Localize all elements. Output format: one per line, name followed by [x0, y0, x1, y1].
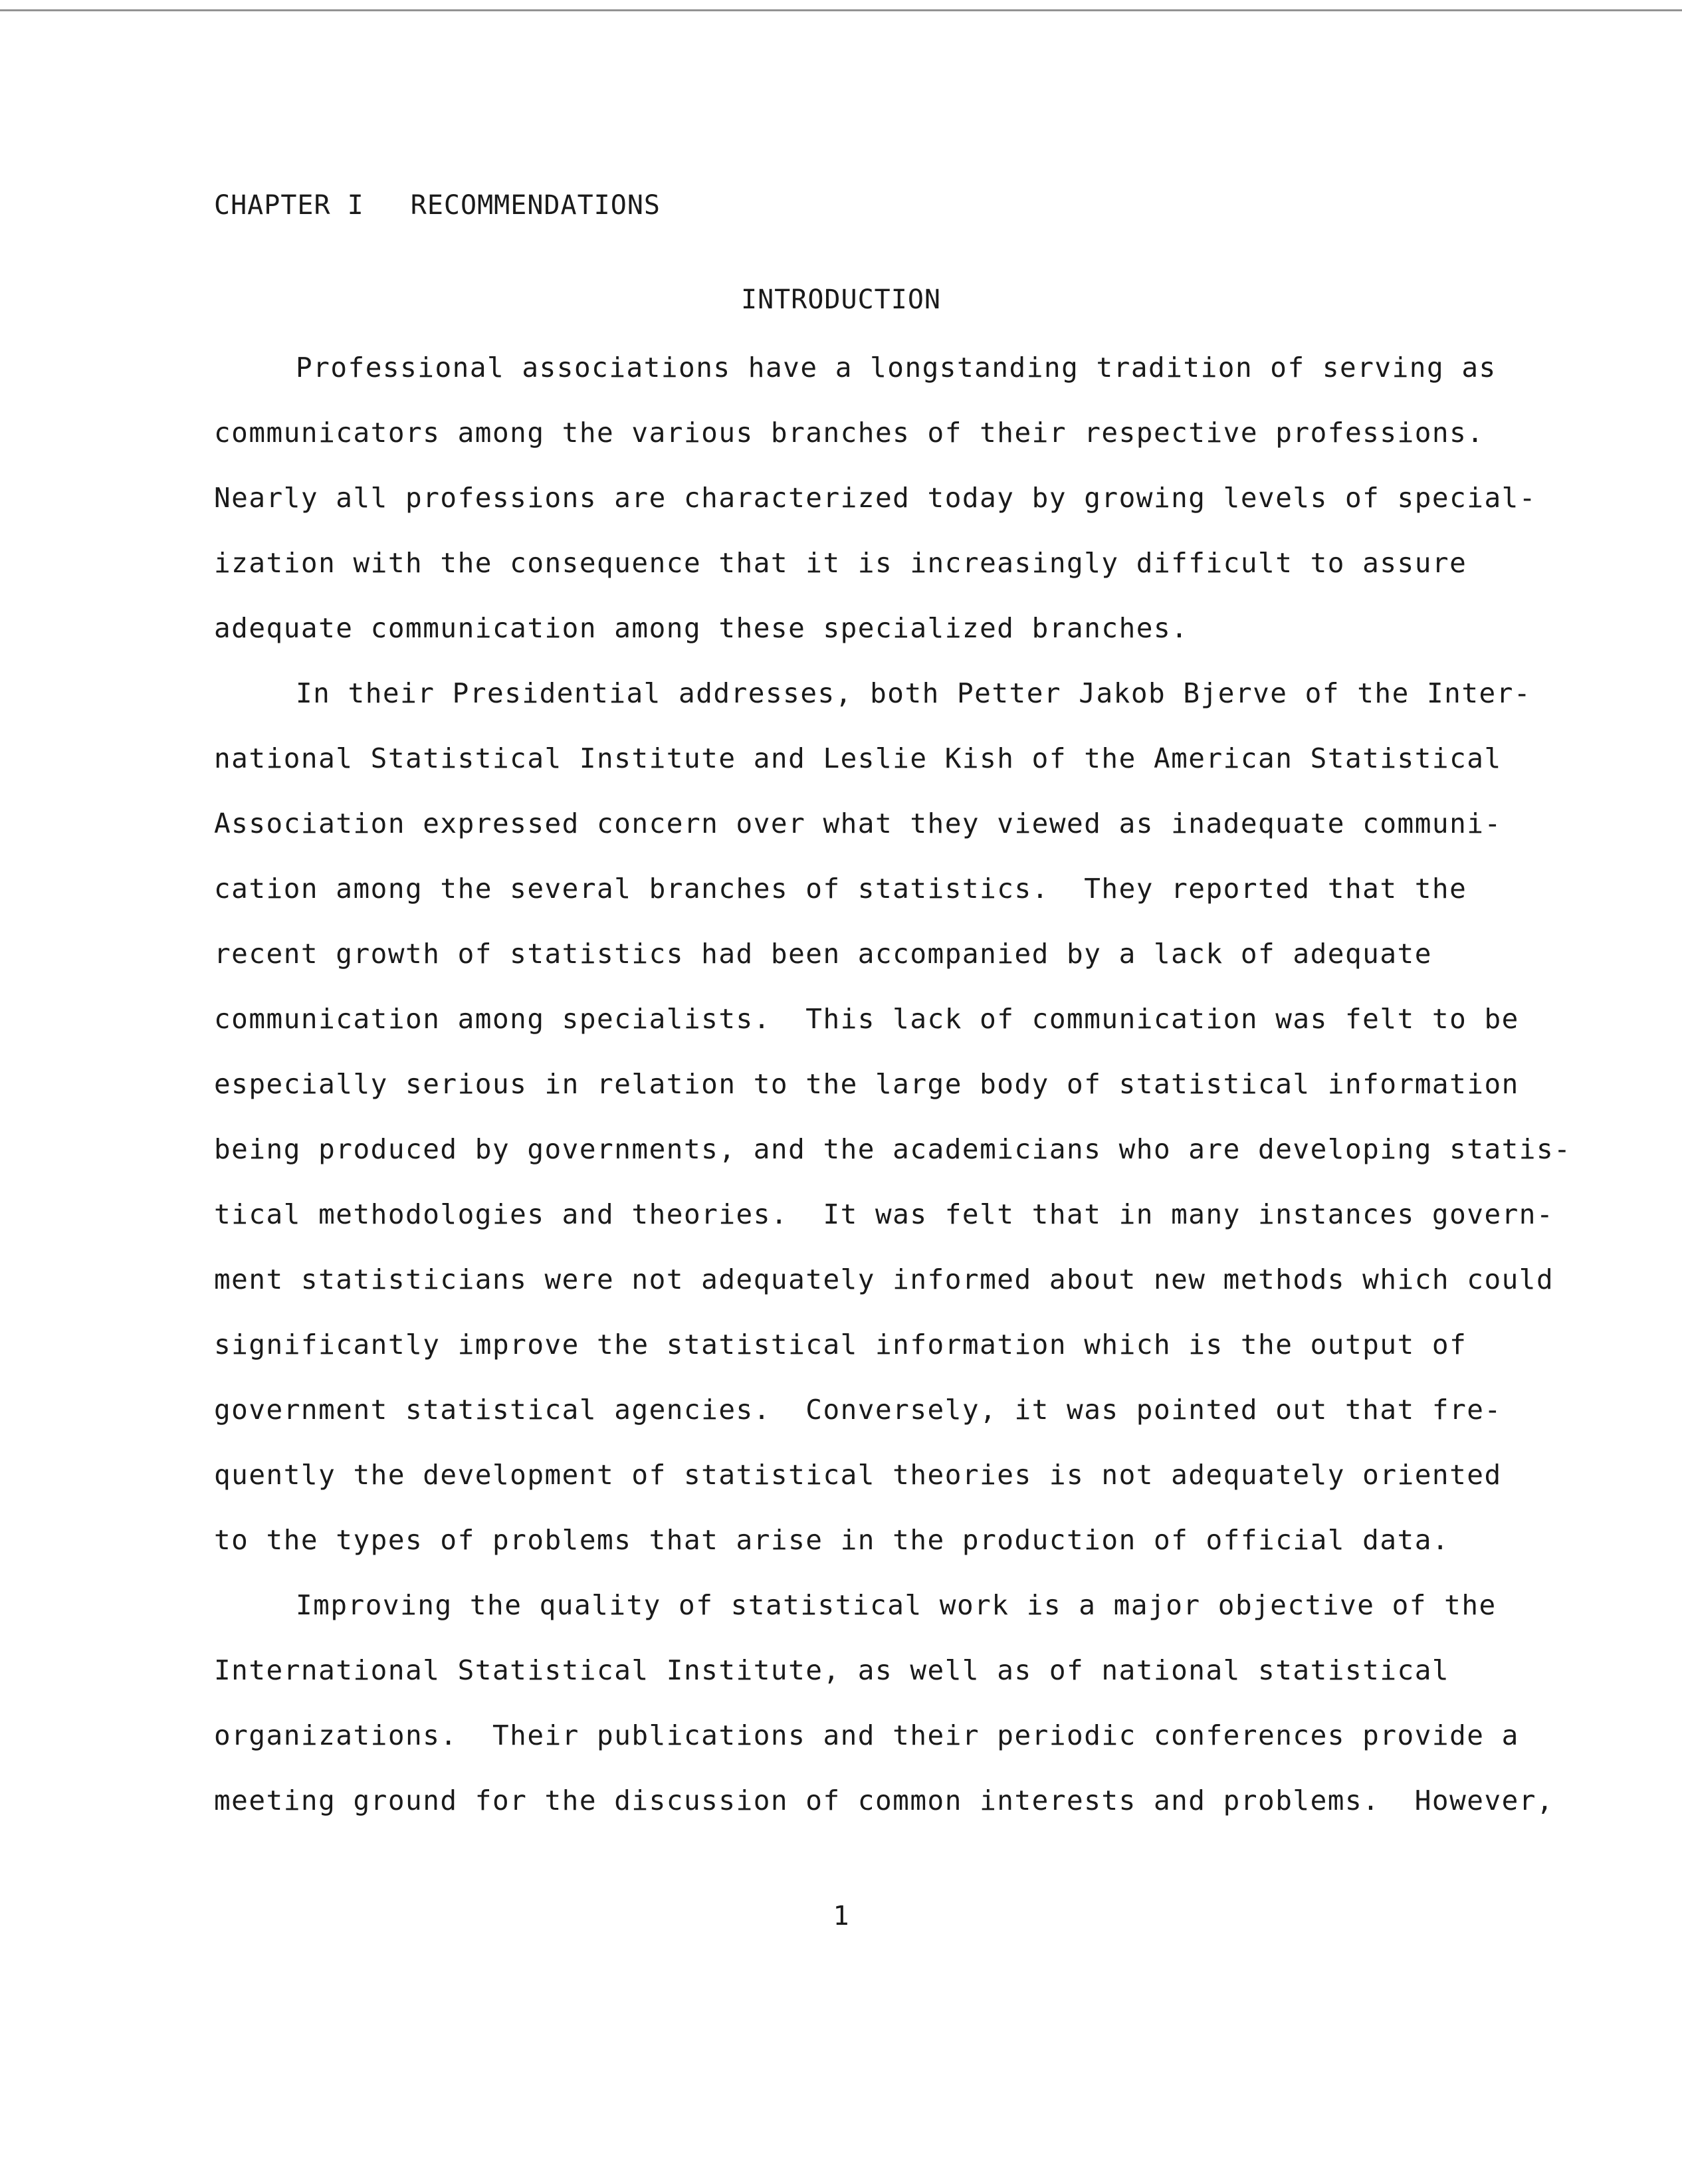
section-heading: INTRODUCTION: [741, 284, 941, 315]
body-line: communicators among the various branches of their respective professions.: [214, 417, 1485, 449]
body-line: quently the development of statistical theories is not adequately oriented: [214, 1459, 1502, 1491]
chapter-title: RECOMMENDATIONS: [410, 190, 661, 221]
body-line: Nearly all professions are characterized today by growing levels of special-: [214, 482, 1536, 514]
body-line: communication among specialists. This lack of communication was felt to be: [214, 1003, 1519, 1035]
body-line: to the types of problems that arise in the production of official data.: [214, 1524, 1450, 1556]
body-line: ization with the consequence that it is increasingly difficult to assure: [214, 547, 1467, 579]
body-line: International Statistical Institute, as well as of national statistical: [214, 1654, 1450, 1686]
body-line: adequate communication among these specialized branches.: [214, 612, 1189, 644]
body-line: In their Presidential addresses, both Petter Jakob Bjerve of the Inter-: [296, 677, 1532, 709]
body-line: organizations. Their publications and their periodic conferences provide a: [214, 1719, 1519, 1751]
body-line: national Statistical Institute and Leslie Kish of the American Statistical: [214, 742, 1502, 774]
chapter-header: [214, 190, 661, 221]
body-line: Association expressed concern over what they viewed as inadequate communi-: [214, 808, 1502, 839]
body-line: Professional associations have a longstanding tradition of serving as: [296, 352, 1497, 383]
body-line: significantly improve the statistical information which is the output of: [214, 1329, 1467, 1361]
body-line: tical methodologies and theories. It was felt that in many instances govern-: [214, 1198, 1554, 1230]
body-line: government statistical agencies. Conversely, it was pointed out that fre-: [214, 1394, 1502, 1426]
body-line: being produced by governments, and the academicians who are developing statis-: [214, 1133, 1572, 1165]
body-line: ment statisticians were not adequately informed about new methods which could: [214, 1263, 1554, 1295]
body-line: recent growth of statistics had been accompanied by a lack of adequate: [214, 938, 1432, 970]
body-line: meeting ground for the discussion of common interests and problems. However,: [214, 1785, 1554, 1816]
body-line: cation among the several branches of statistics. They reported that the: [214, 873, 1467, 905]
page-number: 1: [833, 1901, 849, 1931]
chapter-label: CHAPTER I: [214, 190, 364, 221]
scan-edge-line: [0, 9, 1682, 11]
body-line: Improving the quality of statistical work is a major objective of the: [296, 1589, 1497, 1621]
body-line: especially serious in relation to the large body of statistical information: [214, 1068, 1519, 1100]
